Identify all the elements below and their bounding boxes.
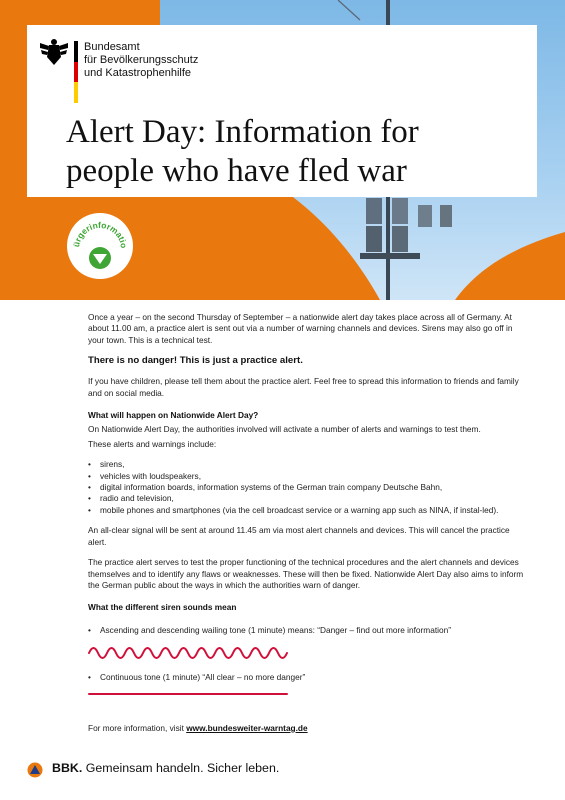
org-name-line1: Bundesamt (84, 41, 140, 53)
intro-paragraph: Once a year – on the second Thursday of September – a nationwide alert day takes place across all of Germany. At about 11.00 am, a practice alert is sent out via a number of warning channels and devices. Sirens may also go off in your town. This is a technical test. (88, 312, 513, 345)
org-name-line3: und Katastrophenhilfe (84, 67, 192, 79)
federal-eagle-icon (37, 35, 71, 69)
list-item: • sirens, (88, 459, 528, 470)
more-info-line (88, 723, 528, 734)
siren-sounds-heading: What the different siren sounds mean (88, 602, 237, 613)
list-item: • vehicles with loudspeakers, (88, 471, 528, 482)
siren-wailing-item: • Ascending and descending wailing tone (1 minute) means: “Danger – find out more information” (88, 624, 451, 635)
what-happens-heading: What will happen on Nationwide Alert Day? (88, 410, 259, 421)
list-item: • digital information boards, information systems of the German train company Deutsche Bahn, (88, 482, 528, 493)
siren-continuous-item: • Continuous tone (1 minute) “All clear – no more danger” (88, 672, 306, 683)
no-danger-statement: There is no danger! This is just a practice alert. (88, 355, 303, 367)
german-flag-bar (74, 41, 78, 103)
alert-channels-list (88, 459, 528, 516)
what-happens-p1: On Nationwide Alert Day, the authorities involved will activate a number of alerts and warnings to test them. (88, 424, 481, 435)
wailing-wave-icon (88, 645, 288, 661)
main-content (88, 312, 528, 734)
title-card (27, 25, 537, 197)
warntag-website-link[interactable]: www.bundesweiter-warntag.de (186, 722, 308, 733)
list-item: • mobile phones and smartphones (via the cell broadcast service or a warning app such as NINA, if instal-led). (88, 505, 528, 516)
buergerinformation-badge (67, 213, 133, 279)
all-clear-paragraph: An all-clear signal will be sent at around 11.45 am via most alert channels and devices. This will cancel the practice alert. (88, 525, 510, 547)
bbk-logo (37, 35, 237, 95)
bbk-emblem-icon (27, 762, 43, 778)
badge-label: ürgerinformatio (71, 219, 130, 249)
siren-continuous-text: Continuous tone (1 minute) “All clear – no more danger” (100, 672, 306, 683)
children-paragraph: If you have children, please tell them about the practice alert. Feel free to spread this information to friends and family and on social media. (88, 376, 519, 398)
what-happens-p2: These alerts and warnings include: (88, 438, 217, 449)
hero-banner (0, 0, 565, 300)
list-item: • radio and television, (88, 493, 528, 504)
org-name-line2: für Bevölkerungsschutz (84, 54, 199, 66)
footer-brand: BBK. (52, 761, 83, 775)
footer-slogan: Gemeinsam handeln. Sicher leben. (82, 761, 280, 775)
page-title: Alert Day: Information for people who have fled war (66, 114, 419, 189)
siren-wailing-text: Ascending and descending wailing tone (1 minute) means: “Danger – find out more information” (100, 624, 451, 635)
more-info-prefix: For more information, visit (88, 722, 187, 733)
purpose-paragraph: The practice alert serves to test the proper functioning of the technical procedures and the alert channels and devices themselves and to identify any flaws or weaknesses. These will then be fixed. Nationwide Alert Day also aims to inform the German public about the ways in which the authorities warn of danger. (88, 557, 524, 590)
